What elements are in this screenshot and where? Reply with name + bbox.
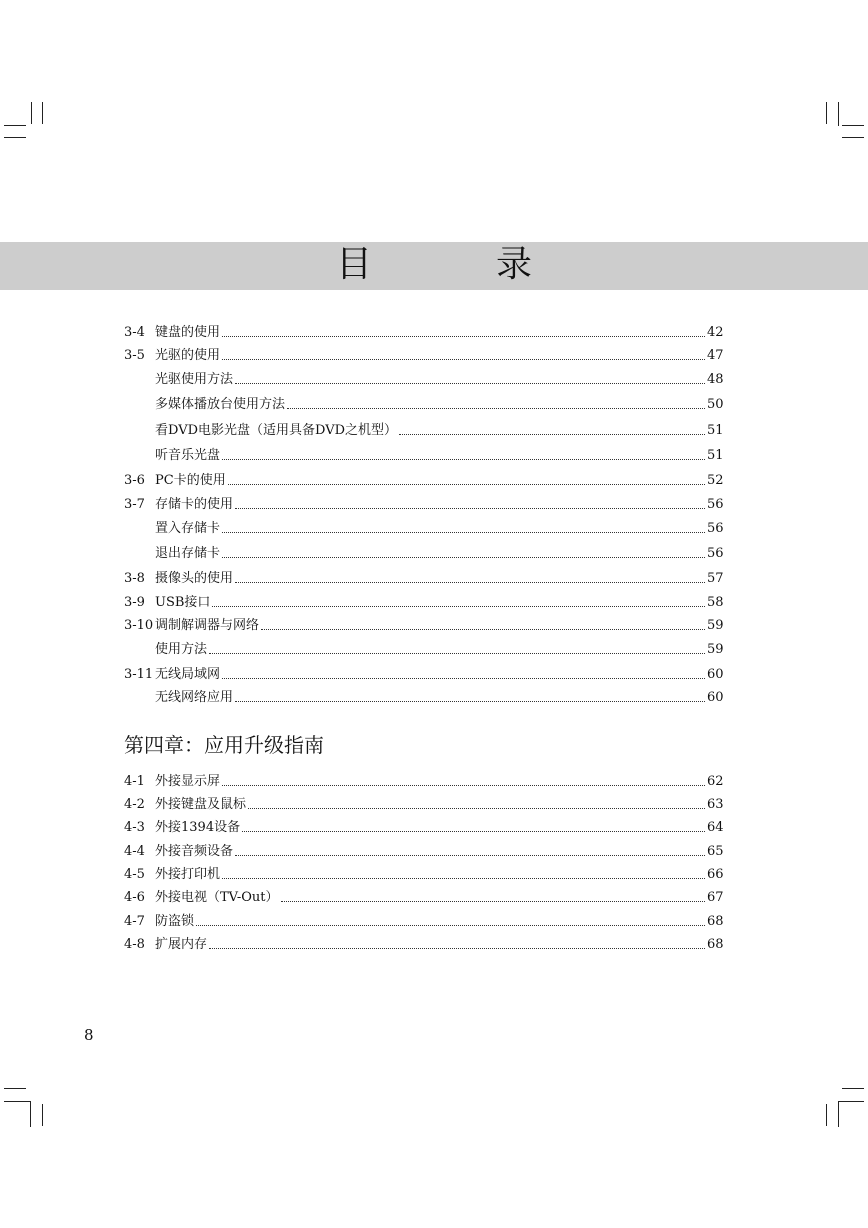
toc-entry[interactable] (124, 617, 723, 635)
toc-entry-label: 光驱的使用 (155, 348, 221, 363)
toc-entry-page: 57 (707, 571, 724, 586)
toc-entry-number: 3-6 (124, 473, 145, 488)
toc-entry[interactable] (124, 936, 723, 954)
toc-entry[interactable] (124, 520, 723, 538)
toc-entry-page: 48 (707, 372, 724, 387)
toc-entry[interactable] (124, 866, 723, 884)
toc-entry[interactable] (124, 396, 723, 414)
toc-entry[interactable] (124, 773, 723, 791)
toc-entry[interactable] (124, 496, 723, 514)
toc-entry-page: 50 (707, 397, 724, 412)
toc-entry-label: 防盗锁 (155, 914, 195, 929)
toc-leader-dots (222, 532, 705, 533)
toc-entry[interactable] (124, 371, 723, 389)
toc-entry-label: 外接音频设备 (155, 844, 234, 859)
toc-entry-page: 68 (707, 914, 724, 929)
toc-entry-number: 4-4 (124, 844, 145, 859)
toc-entry-page: 56 (707, 521, 724, 536)
toc-entry-label: PC卡的使用 (155, 473, 226, 488)
toc-entry-label: 光驱使用方法 (155, 372, 234, 387)
toc-leader-dots (235, 383, 705, 384)
toc-entry-page: 51 (707, 423, 724, 438)
toc-leader-dots (212, 606, 705, 607)
toc-entry-number: 4-6 (124, 890, 145, 905)
toc-entry-label: 外接显示屏 (155, 774, 221, 789)
toc-entry-label: 听音乐光盘 (155, 448, 221, 463)
toc-entry[interactable] (124, 422, 723, 440)
toc-leader-dots (235, 508, 705, 509)
toc-entry-page: 68 (707, 937, 724, 952)
toc-leader-dots (196, 925, 705, 926)
toc-entry-number: 3-8 (124, 571, 145, 586)
toc-entry-label: 扩展内存 (155, 937, 208, 952)
toc-entry-label: 外接打印机 (155, 867, 221, 882)
toc-entry[interactable] (124, 447, 723, 465)
toc-entry-number: 4-8 (124, 937, 145, 952)
toc-entry-label: 存储卡的使用 (155, 497, 234, 512)
toc-entry-page: 60 (707, 667, 724, 682)
toc-entry-number: 3-10 (124, 618, 154, 633)
toc-leader-dots (222, 359, 705, 360)
toc-entry-page: 58 (707, 595, 724, 610)
toc-leader-dots (242, 831, 705, 832)
toc-entry-page: 42 (707, 325, 724, 340)
toc-entry-number: 3-11 (124, 667, 154, 682)
toc-leader-dots (222, 678, 705, 679)
toc-entry-label: 摄像头的使用 (155, 571, 234, 586)
toc-entry[interactable] (124, 472, 723, 490)
toc-entry-number: 4-2 (124, 797, 145, 812)
toc-leader-dots (281, 901, 705, 902)
toc-entry-label: 看DVD电影光盘（适用具备DVD之机型） (155, 423, 398, 438)
toc-entry[interactable] (124, 594, 723, 612)
toc-entry[interactable] (124, 913, 723, 931)
toc-entry-label: USB接口 (155, 595, 211, 610)
toc-leader-dots (235, 855, 705, 856)
toc-entry-number: 3-9 (124, 595, 145, 610)
toc-entry[interactable] (124, 347, 723, 365)
toc-entry-page: 59 (707, 618, 724, 633)
toc-entry-label: 无线局域网 (155, 667, 221, 682)
toc-entry-number: 3-4 (124, 325, 145, 340)
toc-entry[interactable] (124, 570, 723, 588)
toc-entry-label: 外接键盘及鼠标 (155, 797, 247, 812)
toc-entry-number: 4-3 (124, 820, 145, 835)
toc-leader-dots (222, 459, 705, 460)
toc-entry-page: 59 (707, 642, 724, 657)
toc-entry-number: 4-1 (124, 774, 145, 789)
toc-leader-dots (222, 336, 705, 337)
toc-entry-page: 65 (707, 844, 724, 859)
toc-entry-page: 64 (707, 820, 724, 835)
toc-entry-label: 置入存储卡 (155, 521, 221, 536)
toc-entry-label: 键盘的使用 (155, 325, 221, 340)
toc-entry-number: 3-5 (124, 348, 145, 363)
toc-entry-number: 4-7 (124, 914, 145, 929)
page-number: 8 (84, 1026, 94, 1044)
toc-entry-page: 56 (707, 546, 724, 561)
toc-leader-dots (222, 557, 705, 558)
toc-entry-label: 外接1394设备 (155, 820, 241, 835)
toc-entry[interactable] (124, 641, 723, 659)
toc-entry-page: 51 (707, 448, 724, 463)
toc-entry[interactable] (124, 843, 723, 861)
toc-entry[interactable] (124, 545, 723, 563)
toc-leader-dots (222, 785, 705, 786)
toc-leader-dots (228, 484, 705, 485)
toc-entry-number: 4-5 (124, 867, 145, 882)
toc-entry-page: 52 (707, 473, 724, 488)
toc-entry[interactable] (124, 689, 723, 707)
toc-entry-page: 66 (707, 867, 724, 882)
toc-entry[interactable] (124, 796, 723, 814)
page-title: 目 录 (335, 244, 576, 285)
toc-leader-dots (222, 878, 705, 879)
toc-leader-dots (287, 408, 705, 409)
toc-entry-page: 47 (707, 348, 724, 363)
toc-entry-page: 62 (707, 774, 724, 789)
toc-entry-label: 外接电视（TV-Out） (155, 890, 279, 905)
toc-entry[interactable] (124, 324, 723, 342)
toc-leader-dots (209, 948, 705, 949)
toc-leader-dots (248, 808, 705, 809)
toc-entry-page: 60 (707, 690, 724, 705)
toc-leader-dots (235, 582, 705, 583)
chapter-heading: 第四章：应用升级指南 (124, 733, 324, 757)
toc-entry-number: 3-7 (124, 497, 145, 512)
toc-entry[interactable] (124, 666, 723, 684)
toc-entry-page: 56 (707, 497, 724, 512)
toc-entry[interactable] (124, 819, 723, 837)
toc-entry-label: 多媒体播放台使用方法 (155, 397, 286, 412)
toc-leader-dots (209, 653, 705, 654)
toc-entry-page: 63 (707, 797, 724, 812)
toc-entry-label: 无线网络应用 (155, 690, 234, 705)
toc-entry-page: 67 (707, 890, 724, 905)
toc-leader-dots (399, 434, 705, 435)
toc-entry-label: 使用方法 (155, 642, 208, 657)
toc-entry-label: 调制解调器与网络 (155, 618, 260, 633)
toc-leader-dots (235, 701, 705, 702)
toc-entry[interactable] (124, 889, 723, 907)
toc-leader-dots (261, 629, 705, 630)
toc-entry-label: 退出存储卡 (155, 546, 221, 561)
